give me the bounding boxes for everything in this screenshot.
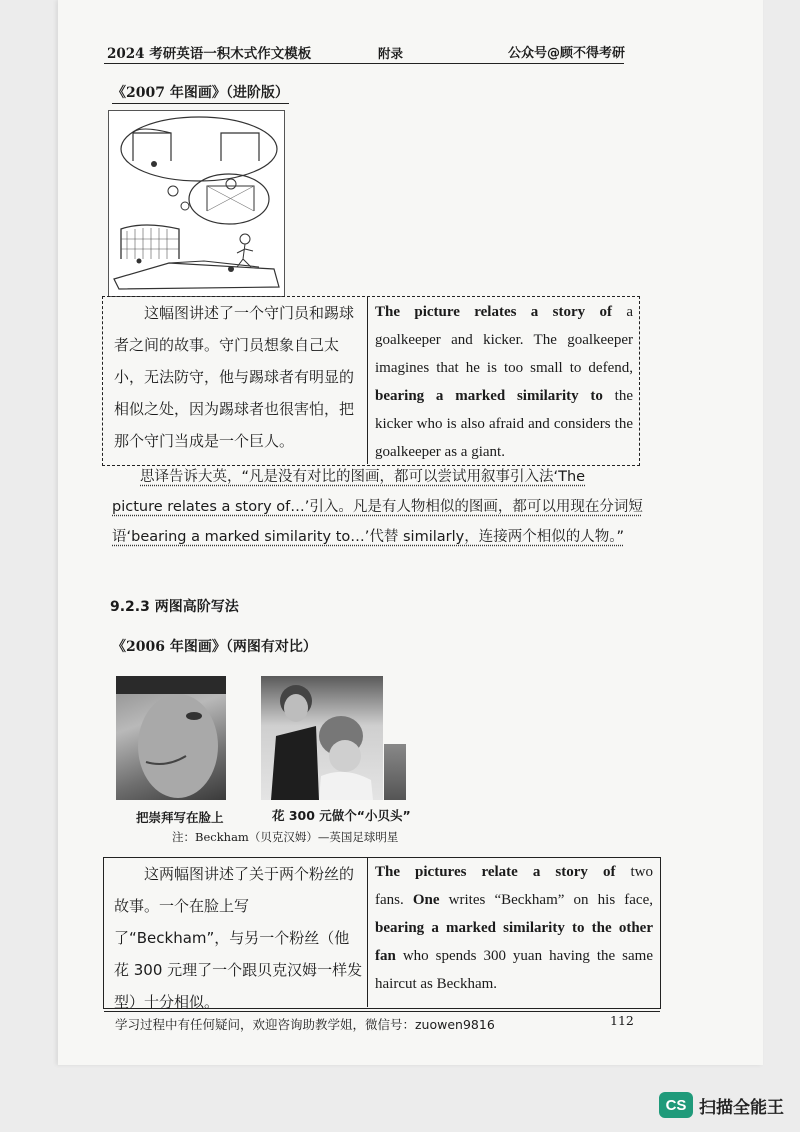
bold-phrase: fan	[375, 948, 396, 964]
section2-title: 《2006 年图画》（两图有对比）	[112, 639, 317, 655]
section2-en-line	[375, 942, 653, 970]
section1-en-line	[375, 326, 633, 354]
footer-rule	[104, 1011, 660, 1012]
section2-en-text	[375, 858, 653, 998]
section1-note	[112, 462, 643, 552]
bold-phrase: bearing a marked similarity to	[375, 388, 603, 404]
camscanner-logo-icon: CS	[659, 1092, 693, 1118]
bold-phrase: The picture relates a story of	[375, 304, 612, 320]
header-left: 2024 考研英语一积木式作文模板	[107, 46, 312, 62]
text-segment: goalkeeper as a giant.	[375, 444, 505, 460]
section2-en-line	[375, 970, 653, 998]
caption-left: 把崇拜写在脸上	[136, 810, 224, 825]
section2-table-divider	[367, 857, 368, 1007]
section1-table-divider	[367, 296, 368, 464]
text-segment: who spends 300 yuan having the same	[395, 948, 653, 964]
section1-en-line	[375, 298, 633, 326]
photo-note: 注：Beckham（贝克汉姆）—英国足球明星	[172, 830, 399, 844]
section1-en-text	[375, 298, 633, 466]
face-photo-shapes	[116, 676, 226, 800]
text-segment: kicker who is also afraid and considers the	[375, 416, 633, 432]
text-segment: a	[611, 304, 633, 320]
section1-en-line	[375, 354, 633, 382]
haircut-photo-shapes	[261, 676, 383, 800]
note-line-text: picture relates a story of…’引入。凡是有人物相似的图画，都可以用现在分词短	[112, 499, 643, 515]
scanner-app-name: 扫描全能王	[699, 1097, 784, 1118]
section2-cn-text: 这两幅图讲述了关于两个粉丝的故事。一个在脸上写了“Beckham”，与另一个粉丝（他花 300 元理了一个跟贝克汉姆一样发型）十分相似。	[114, 865, 363, 1011]
header-rule	[104, 63, 624, 64]
text-segment: the	[602, 388, 633, 404]
photo-haircut	[261, 676, 383, 800]
note-line	[112, 522, 632, 552]
note-line	[112, 492, 643, 522]
text-segment: fans.	[375, 892, 413, 908]
section1-title: 《2007 年图画》（进阶版）	[112, 82, 289, 104]
section1-en-line	[375, 382, 633, 410]
cartoon-drawing	[109, 111, 284, 296]
photo-haircut-inset	[384, 744, 406, 800]
scanner-watermark-badge	[659, 1092, 784, 1118]
note-line-text: 思译告诉大英，“凡是没有对比的图画，都可以尝试用叙事引入法‘The	[140, 469, 586, 485]
bold-phrase: bearing a marked similarity to the other	[375, 920, 653, 936]
section2-heading: 9.2.3 两图高阶写法	[110, 599, 239, 615]
section2-en-line	[375, 886, 653, 914]
text-segment: goalkeeper and kicker. The goalkeeper	[375, 332, 633, 348]
bold-phrase: The pictures relate a story of	[375, 864, 616, 880]
text-segment: writes “Beckham” on his face,	[439, 892, 654, 908]
photo-face-writing	[116, 676, 226, 800]
cartoon-goalkeeper-image	[108, 110, 285, 297]
section1-cn-text: 这幅图讲述了一个守门员和踢球者之间的故事。守门员想象自己太小，无法防守，他与踢球者有明显的相似之处，因为踢球者也很害怕，把那个守门当成是一个巨人。	[114, 304, 355, 450]
text-segment: haircut as Beckham.	[375, 976, 498, 992]
note-line	[112, 462, 632, 492]
text-segment: two	[615, 864, 653, 880]
text-segment: imagines that he is too small to defend,	[375, 360, 633, 376]
caption-right: 花 300 元做个“小贝头”	[272, 808, 411, 823]
note-line-text: 语‘bearing a marked similarity to…’代替 similarly，连接两个相似的人物。”	[112, 529, 624, 545]
footer-text: 学习过程中有任何疑问，欢迎咨询助教学姐，微信号：zuowen9816	[115, 1017, 495, 1032]
section1-en-line	[375, 410, 633, 438]
header-center: 附录	[378, 46, 404, 61]
bold-phrase: One	[412, 892, 440, 908]
section2-en-line	[375, 914, 653, 942]
header-right: 公众号@顾不得考研	[508, 46, 626, 61]
page-number: 112	[610, 1013, 634, 1028]
section2-en-line	[375, 858, 653, 886]
